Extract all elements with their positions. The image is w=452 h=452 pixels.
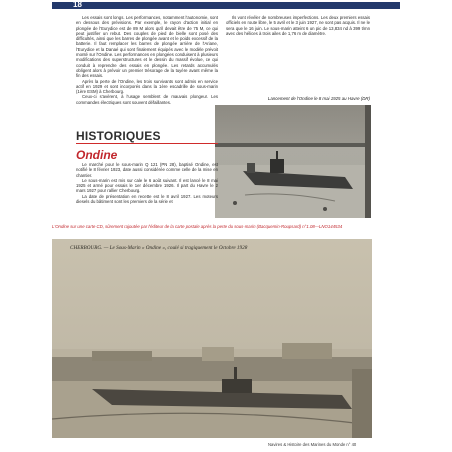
paragraph: Le marché pour le sous-marin Q 121 (PN 28), baptisé Ondine, est notifié le 8 février 1923, date aussi considérée comme celle de la mise en chantier. <box>76 162 218 178</box>
photo-caption-postcard: L'Ondine sur une carte CD, sûrement rajoutée par l'éditeur de la carte postale après la perte du sous-marin (Bacquemin-Roupsard) n°1.08—LNO144534 <box>52 224 343 229</box>
postcard-photo <box>52 239 372 438</box>
section-divider <box>76 143 218 144</box>
section-title: HISTORIQUES <box>76 129 161 143</box>
postcard-inscription: CHERBOURG. — Le Sous-Marin « Ondine », coulé si tragiquement le Octobre 1928 <box>70 245 248 251</box>
page-header <box>0 0 452 12</box>
launch-photo <box>215 105 371 218</box>
paragraph: La date de présentation en recette est le 8 avril 1927. Les moteurs diesels du bâtiment sont les premiers de la série et <box>76 193 218 205</box>
left-column-text <box>76 15 218 105</box>
paragraph: Après la perte de l'Ondine, les trois survivants sont admis en service actif en 1929 et sont incorporés dans la 1ère escadrille de sous-marin (1ère ESM) à Cherbourg. <box>76 78 218 95</box>
paragraph: Ceux-ci s'avèrent, à l'usage semblent de mauvais plongeur. Les commandes électriques sont souvent défaillantes. <box>76 94 218 105</box>
paragraph: Ils vont révéler de nombreuses imperfections. Les deux premiers essais officiels en route libre, le 5 avril et le 3 juin 1927, ne sont pas acquis. Il ne le sera que le 16 juin. Le sous-marin atteint 6 un pic de 13,834 nd à 399 t/mn avec des hélices à trois ailes de 1,76 m de diamètre. <box>226 15 370 36</box>
section-subtitle: Ondine <box>76 148 118 162</box>
page-number: 18 <box>73 0 82 9</box>
paragraph: Les essais sont longs. Les performances, notamment l'autonomie, sont en dessous des prévisions. Par exemple, le rayon d'action initial en plongée de l'Eurydice est de 89 M alors qu'il devait être de 75 M, ce qui peut justifier un rebut. Des couples de pied de bielle sont posé des difficultés, ainsi que les barres de plongée avant et le poids excessif de la batterie. Il faut remplacer les barres de plongée arrière de l'Ariane, l'Eurydice et la Danaé qui sont finalement équipés avec le modèle prévoit monté sur l'Ondine. Les performances en plongées conduisent à plusieurs modifications des superstructures et le dessin du massif évolue, ce qui conduit à reprendre des essais en plongée. Les retards accumulés obligent alors à prévoir un premier trésorage de la tuyère avant même la fin des essais. <box>76 15 218 79</box>
ondine-column-text <box>76 162 218 204</box>
header-bar <box>52 2 400 9</box>
paragraph: Le sous-marin est mis sur cale le 6 août suivant. Il est lancé le 8 mai 1925 et armé pour essais le 1er décembre 1926. Il part du Havre le 2 mars 1927 pour rallier Cherbourg. <box>76 177 218 194</box>
page-footer: Navires & Histoire des Marines du Monde n° 40 <box>268 442 357 447</box>
photo-caption-launch: Lancement de l'Ondine le 8 mai 1925 au Havre (DR) <box>267 96 370 101</box>
right-column-text <box>226 15 370 36</box>
